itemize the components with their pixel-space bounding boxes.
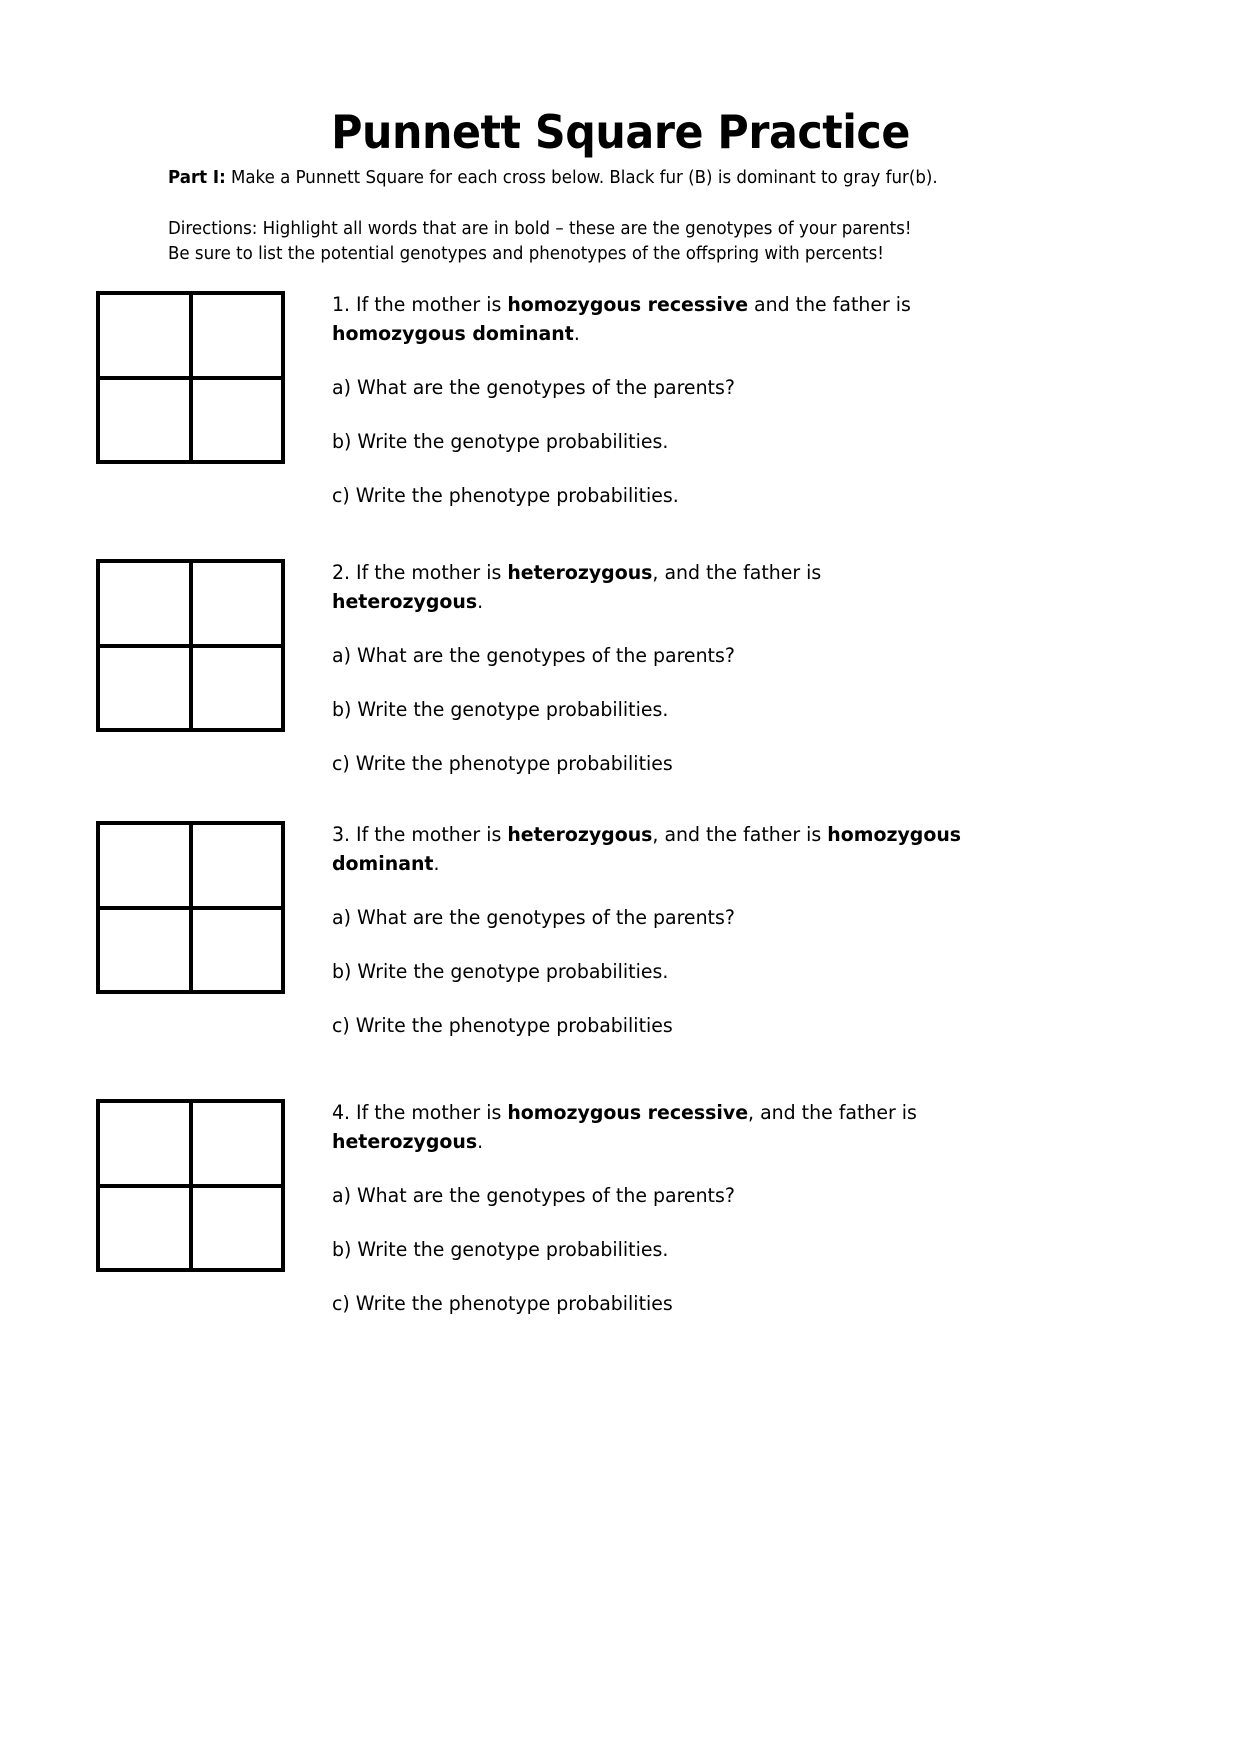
question-prompt <box>332 1099 972 1156</box>
punnett-cell-bottom-left[interactable] <box>100 908 191 991</box>
prompt-segment-1: 4. If the mother is <box>332 1101 508 1124</box>
prompt-segment-3: . <box>477 1129 484 1153</box>
prompt-segment-3: . <box>573 321 580 345</box>
part-label: Part I: <box>168 168 226 188</box>
question-text <box>332 291 992 510</box>
question-sub-c: c) Write the phenotype probabilities <box>332 1292 673 1315</box>
prompt-segment-1: 3. If the mother is <box>332 823 508 846</box>
punnett-cell-top-left[interactable] <box>100 563 191 646</box>
question-sub-b: b) Write the genotype probabilities. <box>332 1238 669 1261</box>
directions-line-2: Be sure to list the potential genotypes and phenotypes of the offspring with percents! <box>168 244 884 264</box>
punnett-cell-top-right[interactable] <box>191 563 282 646</box>
question-sub-c: c) Write the phenotype probabilities <box>332 752 673 775</box>
punnett-cell-bottom-left[interactable] <box>100 378 191 461</box>
prompt-bold-2: homozygous dominant <box>332 823 962 875</box>
punnett-square-grid[interactable] <box>96 821 285 994</box>
question-sub-a: a) What are the genotypes of the parents? <box>332 644 735 667</box>
page-title: Punnett Square Practice <box>331 104 910 159</box>
prompt-segment-1: 2. If the mother is <box>332 561 508 584</box>
question-sub-a: a) What are the genotypes of the parents? <box>332 376 735 399</box>
punnett-square-grid[interactable] <box>96 291 285 464</box>
prompt-segment-1: 1. If the mother is <box>332 293 508 316</box>
prompt-segment-2: , and the father is <box>652 823 828 846</box>
punnett-cell-bottom-right[interactable] <box>191 378 282 461</box>
punnett-square-grid[interactable] <box>96 559 285 732</box>
prompt-bold-1: heterozygous <box>507 823 653 846</box>
punnett-cell-top-left[interactable] <box>100 1103 191 1186</box>
punnett-cell-top-left[interactable] <box>100 295 191 378</box>
question-prompt <box>332 291 972 348</box>
directions-block <box>168 217 1042 267</box>
question-prompt <box>332 559 972 616</box>
punnett-cell-bottom-right[interactable] <box>191 646 282 729</box>
prompt-bold-1: homozygous recessive <box>507 293 749 316</box>
prompt-segment-3: . <box>477 589 484 613</box>
punnett-square-grid[interactable] <box>96 1099 285 1272</box>
question-sub-a: a) What are the genotypes of the parents? <box>332 1184 735 1207</box>
prompt-segment-2: , and the father is <box>748 1101 917 1124</box>
question-sub-c: c) Write the phenotype probabilities. <box>332 484 679 507</box>
punnett-cell-bottom-right[interactable] <box>191 1186 282 1269</box>
punnett-cell-top-left[interactable] <box>100 825 191 908</box>
prompt-bold-2: heterozygous <box>332 1129 478 1153</box>
punnett-cell-top-right[interactable] <box>191 295 282 378</box>
prompt-bold-1: homozygous recessive <box>507 1101 749 1124</box>
part-description: Make a Punnett Square for each cross below. Black fur (B) is dominant to gray fur(b). <box>225 168 938 188</box>
directions-line-1: Directions: Highlight all words that are in bold – these are the genotypes of your parents! <box>168 219 912 239</box>
question-sub-a: a) What are the genotypes of the parents? <box>332 906 735 929</box>
question-text <box>332 559 992 778</box>
question-text <box>332 1099 992 1318</box>
prompt-bold-2: homozygous dominant <box>332 321 574 345</box>
question-prompt <box>332 821 972 878</box>
question-text <box>332 821 992 1040</box>
prompt-bold-1: heterozygous <box>507 561 653 584</box>
prompt-segment-3: . <box>433 851 440 875</box>
punnett-cell-top-right[interactable] <box>191 1103 282 1186</box>
prompt-segment-2: and the father is <box>748 293 911 316</box>
punnett-cell-bottom-left[interactable] <box>100 1186 191 1269</box>
prompt-bold-2: heterozygous <box>332 589 478 613</box>
punnett-cell-top-right[interactable] <box>191 825 282 908</box>
punnett-cell-bottom-left[interactable] <box>100 646 191 729</box>
punnett-cell-bottom-right[interactable] <box>191 908 282 991</box>
question-sub-b: b) Write the genotype probabilities. <box>332 960 669 983</box>
question-sub-b: b) Write the genotype probabilities. <box>332 430 669 453</box>
question-sub-c: c) Write the phenotype probabilities <box>332 1014 673 1037</box>
question-sub-b: b) Write the genotype probabilities. <box>332 698 669 721</box>
part-one-instruction <box>168 166 1023 190</box>
prompt-segment-2: , and the father is <box>652 561 822 584</box>
